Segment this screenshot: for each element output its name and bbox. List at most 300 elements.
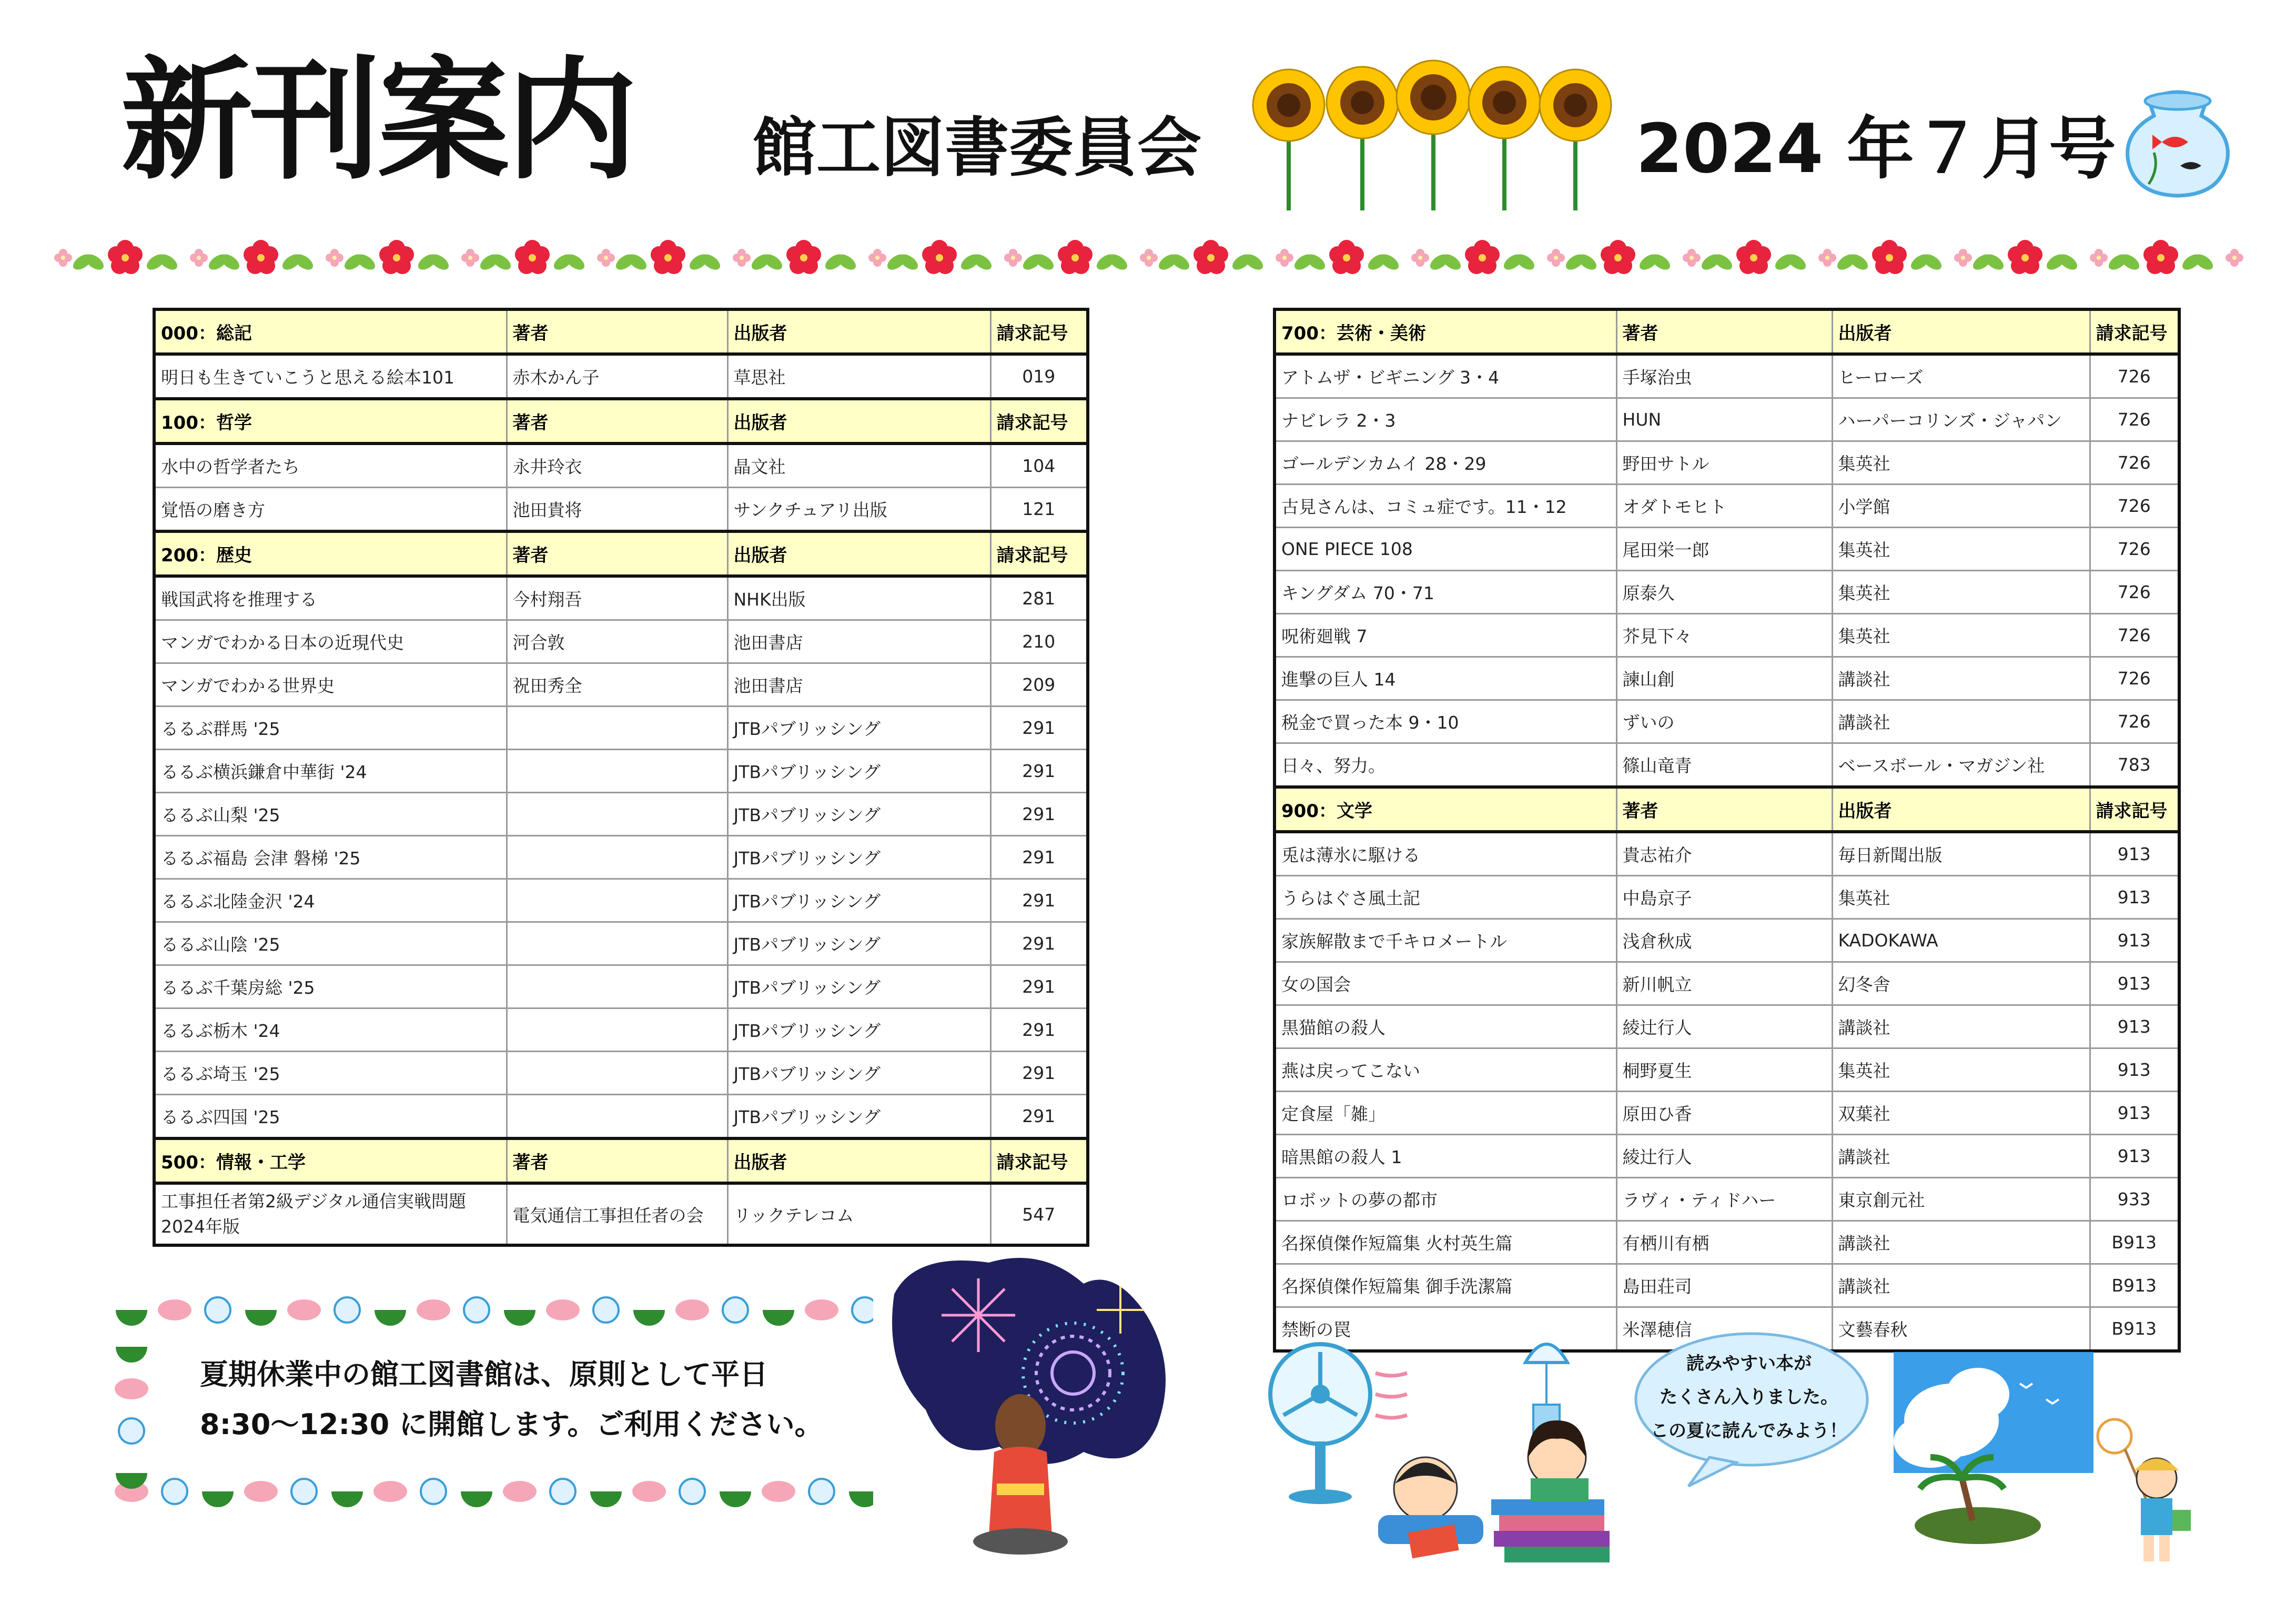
- watermelon-icon: [116, 1310, 147, 1326]
- left-booklist-table: [153, 308, 1089, 1247]
- column-header: 請求記号: [990, 531, 1088, 576]
- book-title: 燕は戻ってこない: [1275, 1048, 1616, 1092]
- bubble-line-3: この夏に読んでみよう！: [1651, 1420, 1847, 1441]
- book-author: 綾辻行人: [1616, 1005, 1832, 1048]
- book-publisher: JTBパブリッシング: [727, 1052, 990, 1095]
- book-publisher: ベースボール・マガジン社: [1832, 743, 2090, 788]
- book-publisher: JTBパブリッシング: [727, 1008, 990, 1052]
- column-header: 著者: [507, 399, 727, 443]
- watermelon-icon: [633, 1310, 665, 1326]
- uchiwa-fan-icon: [335, 1297, 360, 1323]
- pink-flower-icon: [1140, 249, 1158, 267]
- lantern-icon: [115, 1378, 148, 1399]
- table-row: [1275, 485, 2179, 528]
- call-number: 783: [2090, 743, 2179, 788]
- call-number: 913: [2090, 1048, 2179, 1092]
- book-title: 呪術廻戦 7: [1275, 614, 1616, 657]
- firework-icon: [942, 1278, 1015, 1352]
- pink-flower-icon: [461, 249, 479, 267]
- book-author: [507, 707, 727, 750]
- book-author: [507, 1008, 727, 1052]
- leaf-icon: [885, 251, 921, 273]
- book-publisher: 講談社: [1832, 1005, 2090, 1048]
- book-title: 黒猫館の殺人: [1275, 1005, 1616, 1048]
- book-publisher: 講談社: [1832, 700, 2090, 743]
- leaf-icon: [551, 251, 587, 273]
- book-publisher: KADOKAWA: [1832, 919, 2090, 962]
- leaf-icon: [1699, 251, 1735, 273]
- book-publisher: 集英社: [1832, 571, 2090, 614]
- call-number: 726: [2090, 614, 2179, 657]
- book-title: 名探偵傑作短篇集 御手洗潔篇: [1275, 1264, 1616, 1307]
- column-header: 著者: [507, 531, 727, 576]
- lantern-icon: [762, 1481, 795, 1502]
- book-publisher: リックテレコム: [727, 1183, 990, 1245]
- call-number: 291: [990, 707, 1088, 750]
- uchiwa-fan-icon: [550, 1479, 575, 1504]
- book-publisher: 集英社: [1832, 528, 2090, 571]
- goldfish-bowl-icon: [2117, 79, 2238, 200]
- boy-reading-icon: [1378, 1457, 1483, 1558]
- column-header: 著者: [507, 1138, 727, 1183]
- book-title: 暗黒館の殺人 1: [1275, 1135, 1616, 1178]
- leaf-icon: [1156, 251, 1192, 273]
- watermelon-icon: [849, 1491, 873, 1507]
- call-number: 726: [2090, 354, 2179, 398]
- table-row: [154, 443, 1088, 488]
- sunflowers-illustration: [1241, 53, 1620, 210]
- book-author: 島田荘司: [1616, 1264, 1832, 1307]
- book-author: [507, 793, 727, 836]
- table-row: [154, 620, 1088, 663]
- table-row: [154, 576, 1088, 620]
- book-title: るるぶ横浜鎌倉中華街 '24: [154, 750, 507, 793]
- book-publisher: 毎日新聞出版: [1832, 832, 2090, 876]
- pink-flower-icon: [1683, 249, 1701, 267]
- table-row: [154, 836, 1088, 879]
- table-row: [1275, 1048, 2179, 1092]
- table-row: [1275, 832, 2179, 876]
- table-row: [1275, 657, 2179, 700]
- book-title: るるぶ四国 '25: [154, 1095, 507, 1139]
- leaf-icon: [1428, 251, 1463, 273]
- pink-flower-icon: [1276, 249, 1293, 267]
- leaf-icon: [1835, 251, 1870, 273]
- sunflower-icon: [1253, 69, 1324, 210]
- uchiwa-fan-icon: [119, 1418, 144, 1444]
- uchiwa-fan-icon: [809, 1479, 834, 1504]
- column-header: 請求記号: [990, 399, 1088, 443]
- book-title: るるぶ山陰 '25: [154, 922, 507, 965]
- library-hours-notice: [200, 1349, 831, 1449]
- call-number: 726: [2090, 657, 2179, 700]
- book-title: マンガでわかる世界史: [154, 663, 507, 707]
- table-row: [1275, 962, 2179, 1005]
- section-header-row: [154, 399, 1088, 443]
- book-publisher: 池田書店: [727, 663, 990, 707]
- pink-flower-icon: [1004, 249, 1022, 267]
- book-author: [507, 750, 727, 793]
- book-publisher: 講談社: [1832, 657, 2090, 700]
- book-title: るるぶ山梨 '25: [154, 793, 507, 836]
- notice-line-1: 夏期休業中の館工図書館は、原則として平日: [200, 1358, 768, 1391]
- hibiscus-icon: [108, 240, 143, 274]
- call-number: 726: [2090, 571, 2179, 614]
- watermelon-icon: [590, 1491, 622, 1507]
- book-title: ロボットの夢の都市: [1275, 1178, 1616, 1221]
- book-publisher: 小学館: [1832, 485, 2090, 528]
- table-row: [154, 879, 1088, 922]
- column-header: 出版者: [727, 309, 990, 354]
- hibiscus-icon: [244, 240, 278, 274]
- book-title: るるぶ北陸金沢 '24: [154, 879, 507, 922]
- lantern-icon: [805, 1299, 838, 1320]
- call-number: 913: [2090, 919, 2179, 962]
- call-number: 726: [2090, 441, 2179, 485]
- leaf-icon: [1908, 251, 1944, 273]
- call-number: 019: [990, 354, 1088, 399]
- lantern-icon: [417, 1299, 450, 1320]
- bubble-line-2: たくさん入りました。: [1660, 1387, 1838, 1408]
- call-number: B913: [2090, 1221, 2179, 1264]
- right-table-body: [1275, 309, 2179, 1351]
- book-author: 祝田秀全: [507, 663, 727, 707]
- section-title: 900：文学: [1275, 787, 1616, 832]
- book-title: るるぶ群馬 '25: [154, 707, 507, 750]
- book-publisher: ハーパーコリンズ・ジャパン: [1832, 398, 2090, 441]
- book-title: 古見さんは、コミュ症です。11・12: [1275, 485, 1616, 528]
- column-header: 著者: [1616, 309, 1832, 354]
- column-header: 請求記号: [990, 1138, 1088, 1183]
- bubble-line-1: 読みやすい本が: [1686, 1353, 1812, 1374]
- leaf-icon: [280, 251, 316, 273]
- book-title: ナビレラ 2・3: [1275, 398, 1616, 441]
- summer-sky-island-illustration: [1894, 1352, 2093, 1552]
- column-header: 出版者: [727, 1138, 990, 1183]
- call-number: 291: [990, 1095, 1088, 1139]
- lantern-icon: [244, 1481, 278, 1502]
- leaf-icon: [1366, 251, 1401, 273]
- hibiscus-icon: [922, 240, 957, 274]
- leaf-icon: [1292, 251, 1328, 273]
- book-publisher: 双葉社: [1832, 1092, 2090, 1135]
- uchiwa-fan-icon: [593, 1297, 619, 1323]
- book-author: [507, 836, 727, 879]
- leaf-icon: [206, 251, 242, 273]
- book-author: [507, 922, 727, 965]
- book-author: ずいの: [1616, 700, 1832, 743]
- book-author: 永井玲衣: [507, 443, 727, 488]
- section-title: 200：歴史: [154, 531, 507, 576]
- book-publisher: JTBパブリッシング: [727, 965, 990, 1008]
- leaf-icon: [823, 251, 858, 273]
- book-author: ラヴィ・ティドハー: [1616, 1178, 1832, 1221]
- table-row: [154, 354, 1088, 399]
- book-publisher: 集英社: [1832, 441, 2090, 485]
- book-title: 戦国武将を推理する: [154, 576, 507, 620]
- book-title: 明日も生きていこうと思える絵本101: [154, 354, 507, 399]
- call-number: B913: [2090, 1307, 2179, 1351]
- table-row: [1275, 528, 2179, 571]
- book-publisher: 草思社: [727, 354, 990, 399]
- lantern-icon: [503, 1481, 537, 1502]
- column-header: 請求記号: [990, 309, 1088, 354]
- table-row: [1275, 1005, 2179, 1048]
- column-header: 出版者: [1832, 309, 2090, 354]
- lantern-icon: [546, 1299, 580, 1320]
- table-row: [1275, 700, 2179, 743]
- leaf-icon: [2106, 251, 2142, 273]
- girl-reading-icon: [1528, 1420, 1589, 1502]
- speech-bubble-text: [1641, 1347, 1857, 1448]
- book-title: 日々、努力。: [1275, 743, 1616, 788]
- watermelon-icon: [763, 1310, 794, 1326]
- leaf-icon: [1563, 251, 1599, 273]
- table-row: [1275, 919, 2179, 962]
- uchiwa-fan-icon: [852, 1297, 873, 1323]
- book-title: るるぶ栃木 '24: [154, 1008, 507, 1052]
- section-title: 700：芸術・美術: [1275, 309, 1616, 354]
- leaf-icon: [1970, 251, 2006, 273]
- pink-flower-icon: [733, 249, 751, 267]
- book-title: 工事担任者第2級デジタル通信実戦問題 2024年版: [154, 1183, 507, 1245]
- leaf-icon: [2044, 251, 2080, 273]
- call-number: 291: [990, 965, 1088, 1008]
- right-booklist-table: [1273, 308, 2181, 1353]
- book-author: 手塚治虫: [1616, 354, 1832, 398]
- uchiwa-fan-icon: [421, 1479, 446, 1504]
- leaf-icon: [1094, 251, 1130, 273]
- pink-flower-icon: [1547, 249, 1565, 267]
- column-header: 請求記号: [2090, 309, 2179, 354]
- book-title: 禁断の罠: [1275, 1307, 1616, 1351]
- section-header-row: [154, 309, 1088, 354]
- call-number: 913: [2090, 832, 2179, 876]
- watermelon-icon: [504, 1310, 535, 1326]
- hibiscus-icon: [786, 240, 821, 274]
- watermelon-icon: [116, 1347, 147, 1363]
- lantern-icon: [675, 1299, 709, 1320]
- call-number: 726: [2090, 528, 2179, 571]
- table-row: [154, 663, 1088, 707]
- call-number: 913: [2090, 962, 2179, 1005]
- book-author: オダトモヒト: [1616, 485, 1832, 528]
- hibiscus-icon: [651, 240, 685, 274]
- section-title: 000：総記: [154, 309, 507, 354]
- pink-flower-icon: [54, 249, 72, 267]
- book-publisher: JTBパブリッシング: [727, 922, 990, 965]
- hibiscus-icon: [515, 240, 550, 274]
- hibiscus-icon: [1872, 240, 1907, 274]
- leaf-icon: [416, 251, 451, 273]
- book-title: 定食屋「雑」: [1275, 1092, 1616, 1135]
- leaf-icon: [1501, 251, 1537, 273]
- book-publisher: 集英社: [1832, 1048, 2090, 1092]
- uchiwa-fan-icon: [723, 1297, 748, 1323]
- lantern-icon: [632, 1481, 666, 1502]
- book-author: 池田貴将: [507, 488, 727, 532]
- column-header: 請求記号: [2090, 787, 2179, 832]
- book-author: HUN: [1616, 398, 1832, 441]
- book-author: 芥見下々: [1616, 614, 1832, 657]
- call-number: 913: [2090, 1135, 2179, 1178]
- lantern-icon: [158, 1299, 191, 1320]
- book-author: 桐野夏生: [1616, 1048, 1832, 1092]
- call-number: 933: [2090, 1178, 2179, 1221]
- book-author: 今村翔吾: [507, 576, 727, 620]
- book-publisher: 講談社: [1832, 1135, 2090, 1178]
- book-publisher: 池田書店: [727, 620, 990, 663]
- uchiwa-fan-icon: [291, 1479, 317, 1504]
- book-author: [507, 1052, 727, 1095]
- border-motifs: [54, 240, 2243, 274]
- table-row: [154, 1095, 1088, 1139]
- call-number: 210: [990, 620, 1088, 663]
- table-row: [1275, 743, 2179, 788]
- call-number: 913: [2090, 876, 2179, 919]
- hibiscus-icon: [1329, 240, 1364, 274]
- call-number: 726: [2090, 398, 2179, 441]
- pink-flower-icon: [190, 249, 208, 267]
- sunflower-icon: [1327, 67, 1398, 210]
- table-row: [1275, 1178, 2179, 1221]
- table-row: [1275, 571, 2179, 614]
- book-author: 米澤穂信: [1616, 1307, 1832, 1351]
- hibiscus-icon: [1736, 240, 1771, 274]
- lantern-icon: [373, 1481, 407, 1502]
- table-row: [1275, 876, 2179, 919]
- book-title: 覚悟の磨き方: [154, 488, 507, 532]
- table-row: [154, 750, 1088, 793]
- book-title: 税金で買った本 9・10: [1275, 700, 1616, 743]
- book-author: 新川帆立: [1616, 962, 1832, 1005]
- book-title: うらはぐさ風土記: [1275, 876, 1616, 919]
- book-title: アトムザ・ビギニング 3・4: [1275, 354, 1616, 398]
- uchiwa-fan-icon: [464, 1297, 489, 1323]
- left-table-body: [154, 309, 1088, 1245]
- pink-flower-icon: [2090, 249, 2108, 267]
- leaf-icon: [687, 251, 723, 273]
- uchiwa-fan-icon: [162, 1479, 187, 1504]
- call-number: 547: [990, 1183, 1088, 1245]
- book-author: 篠山竜青: [1616, 743, 1832, 788]
- pink-flower-icon: [2226, 249, 2243, 267]
- hibiscus-icon: [1058, 240, 1093, 274]
- watermelon-icon: [461, 1491, 492, 1507]
- book-publisher: 晶文社: [727, 443, 990, 488]
- hibiscus-icon: [1193, 240, 1228, 274]
- book-author: 諫山創: [1616, 657, 1832, 700]
- table-row: [154, 1183, 1088, 1245]
- leaf-icon: [1637, 251, 1673, 273]
- book-title: キングダム 70・71: [1275, 571, 1616, 614]
- book-title: ゴールデンカムイ 28・29: [1275, 441, 1616, 485]
- table-row: [154, 793, 1088, 836]
- leaf-icon: [958, 251, 994, 273]
- table-row: [154, 488, 1088, 532]
- leaf-icon: [1230, 251, 1266, 273]
- column-header: 出版者: [727, 531, 990, 576]
- sunflower-icon: [1469, 67, 1540, 210]
- pink-flower-icon: [1954, 249, 1972, 267]
- leaf-icon: [749, 251, 785, 273]
- book-author: 原田ひ香: [1616, 1092, 1832, 1135]
- leaf-icon: [478, 251, 513, 273]
- column-header: 出版者: [1832, 787, 2090, 832]
- call-number: 291: [990, 922, 1088, 965]
- book-publisher: NHK出版: [727, 576, 990, 620]
- book-publisher: JTBパブリッシング: [727, 836, 990, 879]
- table-row: [154, 1008, 1088, 1052]
- section-header-row: [154, 531, 1088, 576]
- book-publisher: ヒーローズ: [1832, 354, 2090, 398]
- table-row: [1275, 441, 2179, 485]
- sunflower-icon: [1397, 60, 1470, 210]
- pink-flower-icon: [1411, 249, 1429, 267]
- book-title: 進撃の巨人 14: [1275, 657, 1616, 700]
- section-title: 100：哲学: [154, 399, 507, 443]
- section-header-row: [154, 1138, 1088, 1183]
- table-row: [1275, 354, 2179, 398]
- call-number: 291: [990, 793, 1088, 836]
- book-author: 野田サトル: [1616, 441, 1832, 485]
- table-row: [154, 707, 1088, 750]
- hibiscus-icon: [1465, 240, 1500, 274]
- book-author: 有栖川有栖: [1616, 1221, 1832, 1264]
- section-title: 500：情報・工学: [154, 1138, 507, 1183]
- book-author: 赤木かん子: [507, 354, 727, 399]
- call-number: 291: [990, 879, 1088, 922]
- book-author: [507, 879, 727, 922]
- book-author: 河合敦: [507, 620, 727, 663]
- leaf-icon: [342, 251, 378, 273]
- table-row: [154, 922, 1088, 965]
- watermelon-icon: [720, 1491, 751, 1507]
- call-number: 291: [990, 750, 1088, 793]
- watermelon-icon: [375, 1310, 406, 1326]
- call-number: B913: [2090, 1264, 2179, 1307]
- book-publisher: 集英社: [1832, 614, 2090, 657]
- book-publisher: JTBパブリッシング: [727, 793, 990, 836]
- call-number: 291: [990, 1052, 1088, 1095]
- page-title: 新刊案内: [121, 44, 634, 197]
- book-title: るるぶ千葉房総 '25: [154, 965, 507, 1008]
- book-publisher: サンクチュアリ出版: [727, 488, 990, 532]
- book-author: 綾辻行人: [1616, 1135, 1832, 1178]
- watermelon-icon: [331, 1491, 363, 1507]
- pink-flower-icon: [868, 249, 886, 267]
- book-author: [507, 1095, 727, 1139]
- column-header: 出版者: [727, 399, 990, 443]
- book-title: 水中の哲学者たち: [154, 443, 507, 488]
- book-author: 原泰久: [1616, 571, 1832, 614]
- notice-line-2: 8:30～12:30 に開館します。ご利用ください。: [200, 1408, 823, 1441]
- book-author: 貴志祐介: [1616, 832, 1832, 876]
- book-publisher: 東京創元社: [1832, 1178, 2090, 1221]
- pink-flower-icon: [1818, 249, 1836, 267]
- book-publisher: JTBパブリッシング: [727, 707, 990, 750]
- leaf-icon: [1020, 251, 1056, 273]
- book-author: 尾田栄一郎: [1616, 528, 1832, 571]
- call-number: 281: [990, 576, 1088, 620]
- column-header: 著者: [507, 309, 727, 354]
- book-publisher: 文藝春秋: [1832, 1307, 2090, 1351]
- pink-flower-icon: [326, 249, 343, 267]
- book-publisher: 講談社: [1832, 1264, 2090, 1307]
- hibiscus-icon: [2143, 240, 2178, 274]
- book-title: るるぶ福島 会津 磐梯 '25: [154, 836, 507, 879]
- leaf-icon: [144, 251, 180, 273]
